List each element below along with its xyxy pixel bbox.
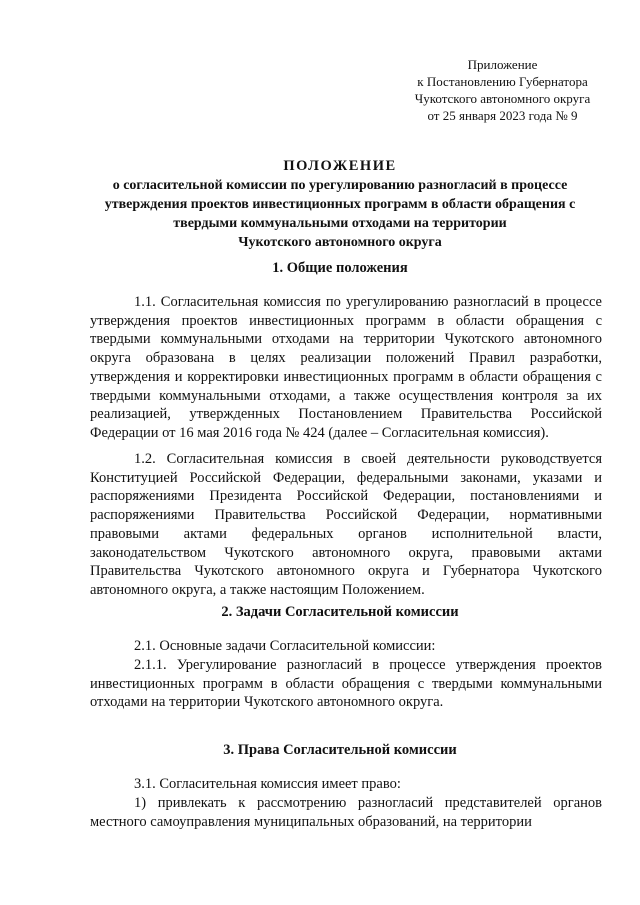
paragraph-1-2: 1.2. Согласительная комиссия в своей деятельности руководствуется Конституцией Российской Федерации, федеральными законами, указами и распоряжениями Президента Российской Федерации, постановлениями и распоряжениями Правительства Российской Федерации, нормативными правовыми актами федеральных органов исполнительной власти, законодательством Чукотского автономного округа, правовыми актами Правительства Чукотского автономного округа и Губернатора Чукотского автономного округа, а также настоящим Положением. xyxy=(90,451,602,598)
appendix-note xyxy=(400,56,605,124)
appendix-line-4: от 25 января 2023 года № 9 xyxy=(427,108,578,123)
title-line-1: о согласительной комиссии по урегулированию разногласий в процессе xyxy=(112,178,568,193)
title-line-4: Чукотского автономного округа xyxy=(238,235,442,250)
section-3-heading: 3. Права Согласительной комиссии xyxy=(223,742,457,758)
document-title xyxy=(60,157,620,252)
title-line-3: твердыми коммунальными отходами на территории xyxy=(173,216,507,231)
paragraph-2-1: 2.1. Основные задачи Согласительной комиссии: xyxy=(134,638,436,654)
section-1-heading: 1. Общие положения xyxy=(272,260,408,276)
title-line-2: утверждения проектов инвестиционных программ в области обращения с xyxy=(104,197,576,212)
appendix-line-1: Приложение xyxy=(467,57,538,72)
paragraph-3-1: 3.1. Согласительная комиссия имеет право: xyxy=(134,776,401,792)
paragraph-3-1-1: 1) привлекать к рассмотрению разногласий представителей органов местного самоуправления муниципальных образований, на территории xyxy=(90,795,602,830)
paragraph-1-1: 1.1. Согласительная комиссия по урегулированию разногласий в процессе утверждения проектов инвестиционных программ в области обращения с твердыми коммунальными отходами на территории Чукотского автономного округа образована в целях реализации положений Правил разработки, утверждения и корректировки инвестиционных программ в области обращения с твердыми коммунальными отходами, а также осуществления контроля за их реализацией, утвержденных Постановлением Правительства Российской Федерации от 16 мая 2016 года № 424 (далее – Согласительная комиссия). xyxy=(90,294,602,441)
appendix-line-3: Чукотского автономного округа xyxy=(414,91,591,106)
section-2-heading: 2. Задачи Согласительной комиссии xyxy=(221,604,459,620)
appendix-line-2: к Постановлению Губернатора xyxy=(417,74,588,89)
paragraph-2-1-1: 2.1.1. Урегулирование разногласий в процессе утверждения проектов инвестиционных программ в области обращения с твердыми коммунальными отходами на территории Чукотского автономного округа. xyxy=(90,657,602,711)
title-main: ПОЛОЖЕНИЕ xyxy=(283,158,397,174)
